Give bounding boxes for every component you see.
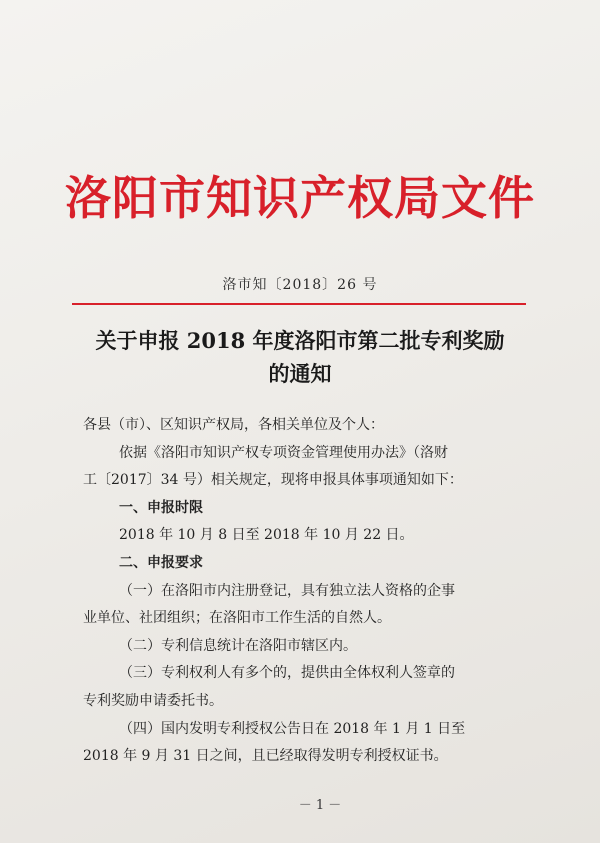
- body-line: （一）在洛阳市内注册登记，具有独立法人资格的企事: [119, 582, 455, 599]
- notice-title-line-2: 的通知: [268, 361, 332, 386]
- notice-body: [83, 412, 523, 771]
- body-line: 业单位、社团组织；在洛阳市工作生活的自然人。: [83, 610, 391, 627]
- notice-title-line-1: 关于申报 2018 年度洛阳市第二批专利奖励: [95, 328, 505, 353]
- body-line: 专利奖励申请委托书。: [83, 692, 223, 709]
- red-divider-rule: [72, 303, 526, 305]
- document-number: 洛市知〔2018〕26 号: [222, 277, 378, 293]
- body-line: 依据《洛阳市知识产权专项资金管理使用办法》（洛财: [119, 444, 448, 461]
- page-number: － 1 －: [298, 798, 342, 813]
- body-line: 2018 年 10 月 8 日至 2018 年 10 月 22 日。: [119, 527, 414, 544]
- body-line: （二）专利信息统计在洛阳市辖区内。: [119, 637, 357, 654]
- body-line: 2018 年 9 月 31 日之间，且已经取得发明专利授权证书。: [83, 748, 448, 765]
- section-heading-deadline: 一、申报时限: [119, 499, 203, 516]
- body-line: （三）专利权利人有多个的，提供由全体权利人签章的: [119, 665, 455, 682]
- salutation-line: 各县（市）、区知识产权局，各相关单位及个人：: [83, 417, 384, 433]
- body-line: 工〔2017〕34 号）相关规定，现将申报具体事项通知如下：: [83, 472, 463, 489]
- issuing-authority-title: 洛阳市知识产权局文件: [65, 171, 535, 225]
- body-line: （四）国内发明专利授权公告日在 2018 年 1 月 1 日至: [119, 720, 466, 737]
- section-heading-requirements: 二、申报要求: [119, 554, 203, 571]
- notice-title: [0, 324, 600, 390]
